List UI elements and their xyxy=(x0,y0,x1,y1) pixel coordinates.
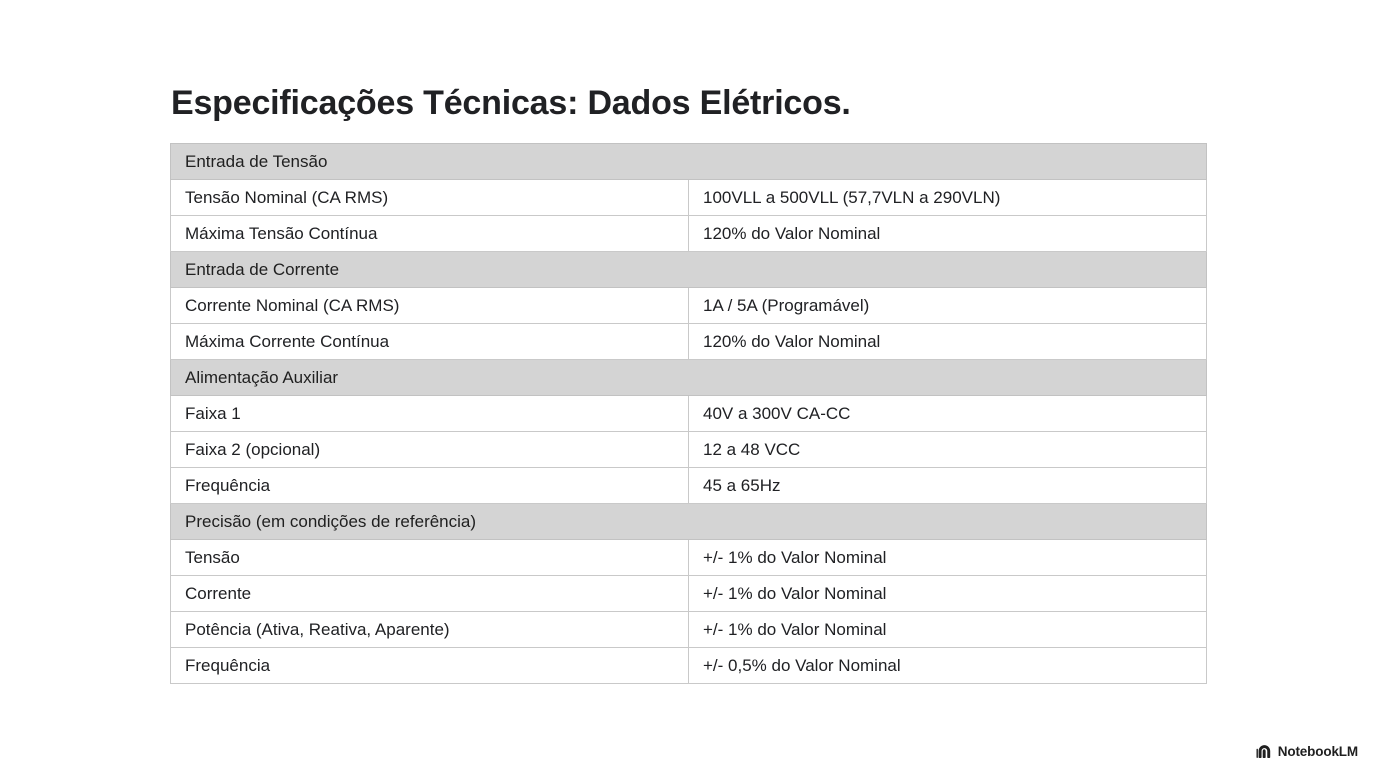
notebooklm-brand-mark xyxy=(1256,744,1358,759)
section-header-label: Entrada de Tensão xyxy=(171,144,1207,180)
section-header-label: Precisão (em condições de referência) xyxy=(171,504,1207,540)
spec-label-cell: Tensão xyxy=(171,540,689,576)
spec-label-cell: Tensão Nominal (CA RMS) xyxy=(171,180,689,216)
spec-label-cell: Faixa 2 (opcional) xyxy=(171,432,689,468)
spec-value-cell: 1A / 5A (Programável) xyxy=(689,288,1207,324)
table-section-header-row xyxy=(171,360,1207,396)
spec-label-cell: Máxima Corrente Contínua xyxy=(171,324,689,360)
spec-label-cell: Faixa 1 xyxy=(171,396,689,432)
spec-value-cell: 100VLL a 500VLL (57,7VLN a 290VLN) xyxy=(689,180,1207,216)
specifications-table xyxy=(170,143,1207,684)
specifications-table-body xyxy=(171,144,1207,684)
table-row xyxy=(171,612,1207,648)
page-title: Especificações Técnicas: Dados Elétricos. xyxy=(171,83,851,122)
table-row xyxy=(171,432,1207,468)
notebooklm-brand-label: NotebookLM xyxy=(1277,743,1358,759)
specifications-table-container xyxy=(170,143,1206,684)
spec-value-cell: 45 a 65Hz xyxy=(689,468,1207,504)
table-row xyxy=(171,324,1207,360)
section-header-label: Entrada de Corrente xyxy=(171,252,1207,288)
table-row xyxy=(171,468,1207,504)
table-row xyxy=(171,648,1207,684)
spec-value-cell: +/- 1% do Valor Nominal xyxy=(689,540,1207,576)
table-row xyxy=(171,396,1207,432)
table-row xyxy=(171,540,1207,576)
table-section-header-row xyxy=(171,252,1207,288)
table-row xyxy=(171,216,1207,252)
table-section-header-row xyxy=(171,504,1207,540)
spec-label-cell: Corrente Nominal (CA RMS) xyxy=(171,288,689,324)
table-section-header-row xyxy=(171,144,1207,180)
spec-value-cell: 12 a 48 VCC xyxy=(689,432,1207,468)
table-row xyxy=(171,288,1207,324)
spec-label-cell: Corrente xyxy=(171,576,689,612)
spec-label-cell: Potência (Ativa, Reativa, Aparente) xyxy=(171,612,689,648)
table-row xyxy=(171,180,1207,216)
table-row xyxy=(171,576,1207,612)
spec-label-cell: Máxima Tensão Contínua xyxy=(171,216,689,252)
section-header-label: Alimentação Auxiliar xyxy=(171,360,1207,396)
spec-value-cell: +/- 1% do Valor Nominal xyxy=(689,576,1207,612)
notebooklm-logo-icon xyxy=(1256,744,1273,759)
spec-value-cell: +/- 1% do Valor Nominal xyxy=(689,612,1207,648)
spec-value-cell: 40V a 300V CA-CC xyxy=(689,396,1207,432)
spec-value-cell: +/- 0,5% do Valor Nominal xyxy=(689,648,1207,684)
spec-label-cell: Frequência xyxy=(171,648,689,684)
spec-value-cell: 120% do Valor Nominal xyxy=(689,324,1207,360)
spec-value-cell: 120% do Valor Nominal xyxy=(689,216,1207,252)
spec-label-cell: Frequência xyxy=(171,468,689,504)
